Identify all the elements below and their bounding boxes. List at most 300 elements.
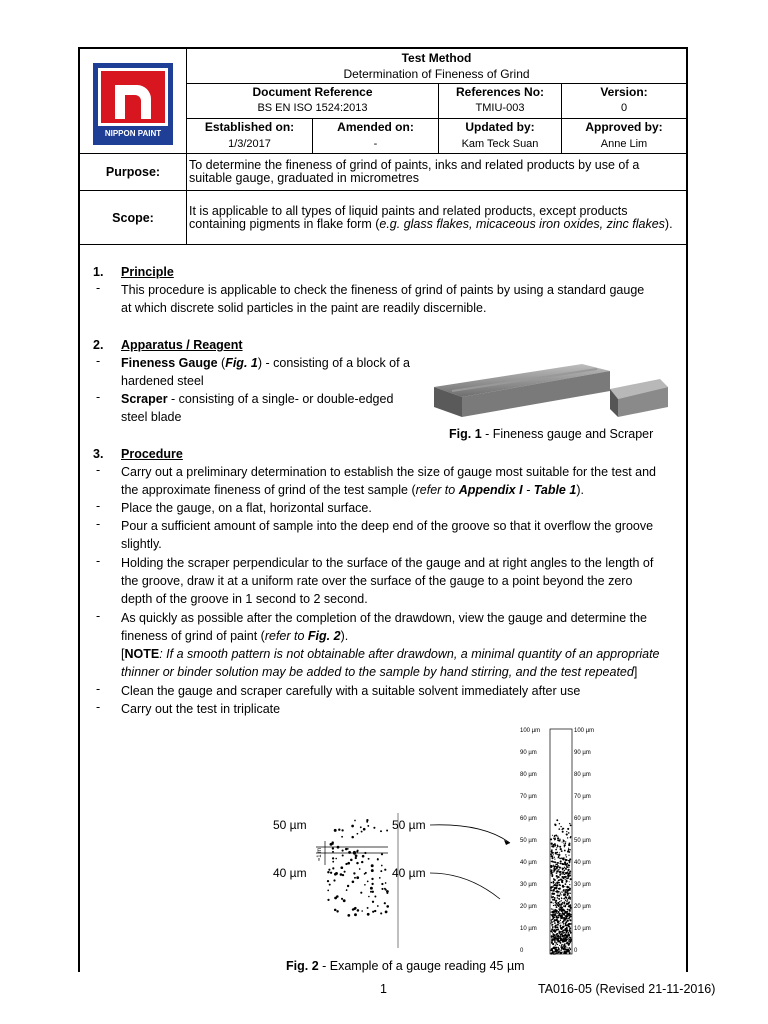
fig2-zoom-mid-label: ≈1 m bbox=[317, 847, 323, 861]
particle-dot bbox=[384, 888, 386, 890]
note-line bbox=[121, 645, 687, 663]
approved-label: Approved by: bbox=[585, 120, 663, 134]
particle-dot bbox=[566, 866, 567, 867]
particle-dot bbox=[552, 872, 553, 873]
particle-dot bbox=[564, 867, 565, 868]
particle-dot bbox=[351, 825, 354, 828]
particle-dot bbox=[377, 858, 379, 860]
particle-dot bbox=[553, 903, 554, 904]
particle-dot bbox=[551, 895, 552, 896]
particle-dot bbox=[364, 852, 366, 854]
particle-dot bbox=[552, 912, 553, 913]
text-part: refer to bbox=[415, 483, 459, 497]
particle-dot bbox=[554, 885, 555, 886]
particle-dot bbox=[558, 905, 560, 907]
page-number: 1 bbox=[380, 982, 387, 996]
particle-dot bbox=[560, 907, 562, 909]
particle-dot bbox=[354, 820, 356, 822]
particle-dot bbox=[569, 917, 571, 919]
particle-dot bbox=[563, 902, 564, 903]
particle-dot bbox=[385, 911, 388, 914]
particle-dot bbox=[374, 910, 376, 912]
scale-label: 0 bbox=[520, 948, 524, 954]
note-text: : If a smooth pattern is not obtainable after drawdown, a minimal quantity of an appropriate bbox=[159, 647, 660, 661]
particle-dot bbox=[367, 825, 369, 827]
particle-dot bbox=[552, 925, 553, 926]
purpose-text bbox=[187, 159, 687, 185]
particle-dot bbox=[570, 825, 572, 827]
particle-dot bbox=[334, 909, 337, 912]
particle-dot bbox=[360, 892, 362, 894]
particle-dot bbox=[562, 935, 564, 937]
particle-dot bbox=[569, 861, 570, 862]
particle-dot bbox=[356, 862, 358, 864]
particle-dot bbox=[570, 878, 572, 880]
particle-dot bbox=[556, 919, 558, 921]
particle-dot bbox=[555, 849, 557, 851]
particle-dot bbox=[362, 855, 365, 858]
bullet-dash: - bbox=[96, 682, 101, 696]
particle-dot bbox=[569, 940, 570, 941]
text-part: fineness of grind of paint ( bbox=[121, 629, 265, 643]
particle-dot bbox=[565, 876, 567, 878]
particle-dot bbox=[562, 921, 564, 923]
particle-dot bbox=[555, 950, 557, 952]
particle-dot bbox=[357, 909, 360, 912]
particle-dot bbox=[553, 844, 555, 846]
particle-dot bbox=[553, 882, 555, 884]
particle-dot bbox=[556, 875, 558, 877]
particle-dot bbox=[559, 846, 561, 848]
version-label: Version: bbox=[600, 85, 648, 99]
bullet-dash: - bbox=[96, 354, 101, 368]
particle-dot bbox=[333, 879, 335, 881]
apparatus-heading: Apparatus / Reagent bbox=[121, 338, 243, 352]
particle-dot bbox=[557, 865, 559, 867]
text-part: - bbox=[522, 483, 534, 497]
particle-dot bbox=[569, 858, 571, 860]
particle-dot bbox=[568, 912, 570, 914]
particle-dot bbox=[366, 821, 368, 823]
particle-dot bbox=[568, 925, 570, 927]
particle-dot bbox=[566, 932, 567, 933]
particle-dot bbox=[551, 874, 552, 875]
procedure-line: Clean the gauge and scraper carefully with a suitable solvent immediately after use bbox=[121, 684, 581, 698]
particle-dot bbox=[561, 894, 562, 895]
particle-dot bbox=[567, 916, 568, 917]
particle-dot bbox=[554, 866, 555, 867]
particle-dot bbox=[563, 948, 565, 950]
particle-dot bbox=[568, 866, 569, 867]
text-part: - consisting of a single- or double-edged bbox=[167, 392, 394, 406]
scale-label: 90 µm bbox=[520, 750, 537, 756]
particle-dot bbox=[555, 953, 556, 954]
particle-dot bbox=[563, 843, 564, 844]
logo-cell bbox=[80, 49, 187, 153]
particle-dot bbox=[565, 923, 567, 925]
particle-dot bbox=[559, 951, 560, 952]
particle-dot bbox=[563, 886, 564, 887]
particle-dot bbox=[568, 938, 569, 939]
fig-caption-text: - Example of a gauge reading 45 µm bbox=[318, 959, 525, 973]
particle-dot bbox=[337, 846, 340, 849]
particle-dot bbox=[568, 874, 570, 876]
particle-dot bbox=[569, 888, 571, 890]
particle-dot bbox=[567, 837, 568, 838]
procedure-line: slightly. bbox=[121, 537, 162, 551]
particle-dot bbox=[567, 899, 569, 901]
particle-dot bbox=[556, 906, 558, 908]
particle-dot bbox=[566, 947, 567, 948]
particle-dot bbox=[554, 939, 556, 941]
particle-dot bbox=[370, 891, 372, 893]
particle-dot bbox=[552, 846, 554, 848]
procedure-line bbox=[121, 627, 348, 645]
particle-dot bbox=[554, 870, 555, 871]
particle-dot bbox=[550, 871, 552, 873]
particle-dot bbox=[564, 886, 565, 887]
particle-dot bbox=[379, 877, 381, 879]
scale-label: 50 µm bbox=[520, 838, 537, 844]
particle-dot bbox=[556, 913, 557, 914]
particle-dot bbox=[561, 900, 562, 901]
particle-dot bbox=[560, 920, 561, 921]
particle-dot bbox=[371, 878, 373, 880]
particle-dot bbox=[559, 852, 560, 853]
particle-dot bbox=[567, 895, 568, 896]
particle-dot bbox=[568, 876, 569, 877]
scale-label: 70 µm bbox=[520, 794, 537, 800]
particle-dot bbox=[568, 892, 569, 893]
particle-dot bbox=[562, 871, 564, 873]
particle-dot bbox=[332, 861, 334, 863]
particle-dot bbox=[552, 909, 553, 910]
particle-dot bbox=[559, 874, 561, 876]
particle-dot bbox=[364, 884, 366, 886]
particle-dot bbox=[566, 903, 568, 905]
particle-dot bbox=[559, 941, 560, 942]
particle-dot bbox=[566, 834, 568, 836]
particle-dot bbox=[563, 917, 565, 919]
fig-ref: Fig. 2 bbox=[307, 629, 341, 643]
particle-dot bbox=[551, 855, 553, 857]
particle-dot bbox=[557, 929, 558, 930]
particle-dot bbox=[556, 894, 558, 896]
particle-dot bbox=[565, 860, 566, 861]
note-label: NOTE bbox=[124, 647, 160, 661]
particle-dot bbox=[566, 878, 568, 880]
scale-label: 20 µm bbox=[574, 904, 591, 910]
particle-dot bbox=[560, 922, 561, 923]
particle-dot bbox=[332, 843, 334, 845]
gauge-item-cont: hardened steel bbox=[121, 374, 204, 388]
particle-dot bbox=[381, 853, 383, 855]
particle-dot bbox=[340, 866, 343, 869]
particle-dot bbox=[562, 917, 563, 918]
particle-dot bbox=[568, 934, 570, 936]
doc-subtitle: Determination of Fineness of Grind bbox=[343, 67, 530, 81]
particle-dot bbox=[563, 905, 565, 907]
particle-dot bbox=[564, 937, 565, 938]
fig2-scale-left bbox=[520, 728, 540, 954]
particle-dot bbox=[560, 949, 562, 951]
particle-dot bbox=[563, 840, 565, 842]
divider bbox=[80, 153, 686, 154]
text-part: ( bbox=[217, 356, 226, 370]
particle-dot bbox=[570, 904, 571, 905]
bullet-dash: - bbox=[96, 281, 101, 295]
particle-dot bbox=[551, 921, 553, 923]
particle-dot bbox=[353, 872, 355, 874]
particle-dot bbox=[332, 857, 334, 859]
particle-dot bbox=[557, 902, 559, 904]
approved-value: Anne Lim bbox=[600, 138, 648, 150]
particle-dot bbox=[557, 870, 559, 872]
particle-dot bbox=[569, 872, 571, 874]
particle-dot bbox=[386, 830, 388, 832]
particle-dot bbox=[558, 828, 560, 830]
particle-dot bbox=[565, 924, 567, 926]
fig1-caption bbox=[449, 425, 653, 443]
particle-dot bbox=[559, 889, 560, 890]
particle-dot bbox=[553, 861, 555, 863]
particle-dot bbox=[555, 914, 556, 915]
particle-dot bbox=[551, 936, 552, 937]
particle-dot bbox=[551, 882, 553, 884]
particle-dot bbox=[555, 883, 556, 884]
particle-dot bbox=[557, 862, 559, 864]
particle-dot bbox=[385, 882, 387, 884]
particle-dot bbox=[381, 883, 383, 885]
particle-dot bbox=[568, 939, 570, 941]
particle-dot bbox=[386, 892, 388, 894]
particle-dot bbox=[360, 826, 362, 828]
procedure-line: Carry out a preliminary determination to establish the size of gauge most suitable for the test and bbox=[121, 465, 657, 479]
particle-dot bbox=[556, 847, 557, 848]
particle-dot bbox=[565, 912, 567, 914]
particle-dot bbox=[328, 869, 330, 871]
scope-line bbox=[187, 218, 687, 231]
particle-dot bbox=[566, 935, 568, 937]
particle-dot bbox=[567, 920, 568, 921]
particle-dot bbox=[565, 939, 567, 941]
particle-dot bbox=[335, 858, 337, 860]
principle-line: at which discrete solid particles in the paint are readily discernible. bbox=[121, 301, 487, 315]
fig2-gauge-diagram bbox=[268, 723, 595, 954]
particle-dot bbox=[565, 872, 567, 874]
document-page bbox=[78, 47, 688, 972]
particle-dot bbox=[335, 872, 338, 875]
particle-dot bbox=[562, 910, 563, 911]
particle-dot bbox=[371, 869, 374, 872]
bullet-dash: - bbox=[96, 499, 101, 513]
particle-dot bbox=[554, 824, 556, 826]
particle-dot bbox=[557, 944, 558, 945]
particle-dot bbox=[563, 894, 565, 896]
particle-dot bbox=[562, 931, 564, 933]
particle-dot bbox=[560, 905, 562, 907]
document-code: TA016-05 (Revised 21-11-2016) bbox=[538, 982, 716, 996]
particle-dot bbox=[561, 939, 562, 940]
particle-dot bbox=[380, 870, 382, 872]
particle-dot bbox=[555, 910, 557, 912]
text-part: refer to bbox=[264, 629, 308, 643]
particle-dot bbox=[553, 921, 555, 923]
particle-dot bbox=[336, 910, 338, 912]
particle-dot bbox=[561, 873, 562, 874]
particle-dot bbox=[553, 934, 555, 936]
particle-dot bbox=[568, 906, 569, 907]
particle-dot bbox=[558, 935, 560, 937]
particle-dot bbox=[330, 872, 332, 874]
fig2-caption bbox=[286, 957, 525, 975]
procedure-line: Place the gauge, on a flat, horizontal surface. bbox=[121, 501, 372, 515]
particle-dot bbox=[350, 859, 353, 862]
particle-dot bbox=[557, 926, 559, 928]
scale-label: 70 µm bbox=[574, 794, 591, 800]
particle-dot bbox=[556, 877, 557, 878]
particle-dot bbox=[557, 892, 558, 893]
particle-dot bbox=[564, 906, 566, 908]
particle-dot bbox=[561, 938, 562, 939]
particle-dot bbox=[368, 858, 370, 860]
particle-dot bbox=[367, 907, 369, 909]
particle-dot bbox=[556, 939, 558, 941]
particle-dot bbox=[563, 920, 564, 921]
particle-dot bbox=[377, 905, 379, 907]
text-part: ] bbox=[633, 665, 638, 679]
particle-dot bbox=[560, 871, 562, 873]
particle-dot bbox=[556, 852, 558, 854]
particle-dot bbox=[554, 941, 555, 942]
particle-dot bbox=[342, 854, 344, 856]
particle-dot bbox=[553, 854, 554, 855]
particle-dot bbox=[327, 890, 329, 892]
updated-label: Updated by: bbox=[465, 120, 535, 134]
particle-dot bbox=[345, 863, 347, 865]
particle-dot bbox=[562, 881, 563, 882]
particle-dot bbox=[561, 891, 562, 892]
divider bbox=[186, 118, 686, 119]
particle-dot bbox=[560, 926, 561, 927]
fig2-zoom-bottom-label: 40 µm bbox=[273, 866, 307, 880]
particle-dot bbox=[566, 898, 567, 899]
section-number: 3. bbox=[93, 447, 104, 461]
particle-dot bbox=[561, 829, 562, 830]
scale-label: 30 µm bbox=[574, 882, 591, 888]
scope-text-part: containing pigments in flake form ( bbox=[189, 217, 380, 231]
scraper-item bbox=[121, 390, 393, 408]
particle-dot bbox=[354, 913, 357, 916]
particle-dot bbox=[551, 939, 552, 940]
particle-dot bbox=[560, 860, 562, 862]
particle-dot bbox=[558, 869, 559, 870]
particle-dot bbox=[334, 897, 337, 900]
particle-dot bbox=[560, 826, 561, 827]
purpose-line: suitable gauge, graduated in micrometres bbox=[189, 171, 419, 185]
particle-dot bbox=[560, 893, 561, 894]
particle-dot bbox=[569, 930, 571, 932]
particle-dot bbox=[373, 827, 375, 829]
particle-dot bbox=[568, 849, 570, 851]
particle-dot bbox=[551, 887, 553, 889]
particle-dot bbox=[566, 911, 567, 912]
particle-dot bbox=[565, 879, 566, 880]
particle-dot bbox=[570, 932, 571, 933]
particle-dot bbox=[334, 829, 337, 832]
principle-line: This procedure is applicable to check the fineness of grind of paints by using a standard gauge bbox=[121, 283, 645, 297]
particle-dot bbox=[327, 880, 329, 882]
scope-text bbox=[187, 205, 687, 231]
text-part: the approximate fineness of grind of the test sample ( bbox=[121, 483, 416, 497]
particle-dot bbox=[552, 928, 554, 930]
particle-dot bbox=[553, 899, 555, 901]
particle-dot bbox=[563, 927, 564, 928]
doc-title: Test Method bbox=[401, 51, 472, 65]
doc-ref-value: BS EN ISO 1524:2013 bbox=[257, 102, 368, 114]
particle-dot bbox=[564, 862, 566, 864]
particle-dot bbox=[560, 867, 561, 868]
particle-dot bbox=[554, 857, 555, 858]
particle-dot bbox=[561, 898, 562, 899]
particle-dot bbox=[342, 850, 344, 852]
particle-dot bbox=[557, 897, 559, 899]
particle-dot bbox=[569, 823, 570, 824]
particle-dot bbox=[343, 899, 346, 902]
particle-dot bbox=[552, 857, 554, 859]
text-part: ). bbox=[340, 629, 349, 643]
fig2-gauge-particles bbox=[550, 819, 572, 955]
particle-dot bbox=[327, 871, 329, 873]
particle-dot bbox=[353, 851, 356, 854]
particle-dot bbox=[566, 915, 567, 916]
particle-dot bbox=[564, 943, 565, 944]
text-part: ) - consisting of a block of a bbox=[257, 356, 411, 370]
particle-dot bbox=[557, 924, 559, 926]
particle-dot bbox=[569, 843, 571, 845]
scope-line: It is applicable to all types of liquid paints and related products, except products bbox=[189, 204, 628, 218]
refs-label: References No: bbox=[455, 85, 545, 99]
logo-text: NIPPON PAINT bbox=[104, 129, 162, 138]
particle-dot bbox=[556, 891, 558, 893]
particle-dot bbox=[347, 862, 350, 865]
scale-label: 40 µm bbox=[520, 860, 537, 866]
particle-dot bbox=[372, 911, 374, 913]
particle-dot bbox=[563, 932, 565, 934]
particle-dot bbox=[554, 859, 555, 860]
scale-label: 30 µm bbox=[520, 882, 537, 888]
particle-dot bbox=[568, 918, 569, 919]
particle-dot bbox=[553, 893, 554, 894]
scale-label: 60 µm bbox=[520, 816, 537, 822]
particle-dot bbox=[569, 897, 571, 899]
particle-dot bbox=[559, 858, 560, 859]
particle-dot bbox=[566, 891, 568, 893]
particle-dot bbox=[367, 913, 370, 916]
note-text: thinner or binder solution may be added to the sample by hand stirring, and the test repeated bbox=[121, 665, 634, 679]
particle-dot bbox=[346, 889, 348, 891]
particle-dot bbox=[564, 850, 566, 852]
procedure-line: depth of the groove in 1 second to 2 second. bbox=[121, 592, 368, 606]
particle-dot bbox=[554, 904, 556, 906]
bullet-dash: - bbox=[96, 700, 101, 714]
particle-dot bbox=[355, 857, 357, 859]
particle-dot bbox=[569, 890, 570, 891]
procedure-line: Carry out the test in triplicate bbox=[121, 702, 281, 716]
particle-dot bbox=[566, 856, 567, 857]
particle-dot bbox=[562, 913, 564, 915]
particle-dot bbox=[558, 916, 560, 918]
